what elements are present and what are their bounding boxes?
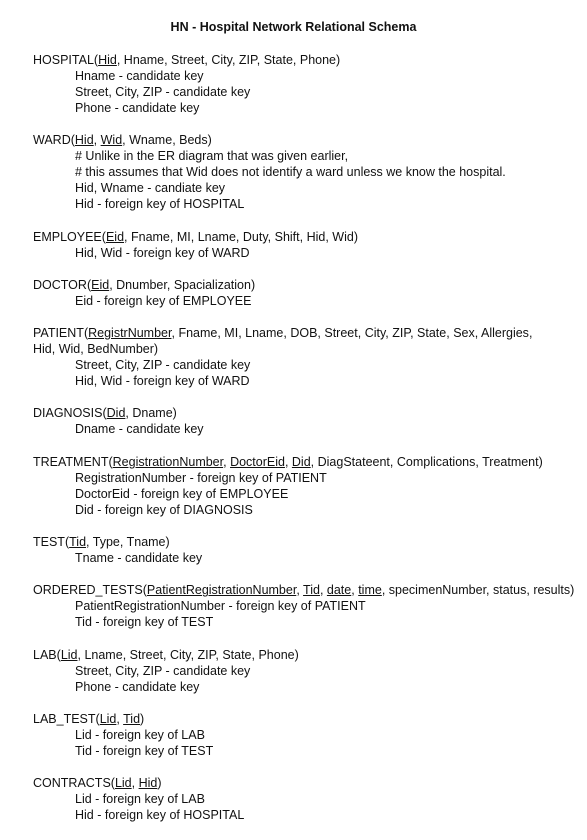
attribute: ZIP	[392, 326, 411, 341]
relation-name: LAB_TEST	[33, 711, 96, 726]
table-block-doctor	[33, 277, 558, 309]
attribute: DiagStateent	[317, 454, 390, 469]
attribute: results	[533, 583, 571, 598]
constraint-note: # this assumes that Wid does not identify a ward unless we know the hospital.	[75, 165, 506, 180]
primary-key-attribute: PatientRegistrationNumber	[146, 583, 297, 598]
constraint-note: Phone - candidate key	[75, 679, 200, 694]
table-block-lab	[33, 647, 558, 695]
attribute: BedNumber	[87, 342, 154, 357]
attribute: Wid	[332, 229, 354, 244]
attribute: Lname	[197, 229, 236, 244]
relation-name: PATIENT	[33, 326, 84, 341]
primary-key-attribute: RegistrNumber	[88, 326, 172, 341]
table-block-patient	[33, 325, 558, 389]
attribute: Phone	[299, 53, 337, 67]
relation-name: EMPLOYEE	[33, 229, 102, 244]
relation-definition: TEST(Tid, Type, Tname)	[33, 535, 170, 550]
attribute: City	[169, 647, 191, 662]
relation-definition: CONTRACTS(Lid, Hid)	[33, 776, 162, 791]
primary-key-attribute: Did	[291, 454, 311, 469]
table-block-treatment	[33, 454, 558, 518]
attribute: Allergies	[481, 326, 529, 341]
attribute: Beds	[179, 133, 208, 148]
constraint-note: DoctorEid - foreign key of EMPLOYEE	[75, 486, 289, 501]
primary-key-attribute: Hid	[138, 776, 158, 791]
relation-definition: HOSPITAL(Hid, Hname, Street, City, ZIP, State, Phone)	[33, 53, 341, 67]
table-block-lab-test	[33, 711, 558, 759]
attribute: State	[263, 53, 293, 67]
constraint-note: Tname - candidate key	[75, 551, 203, 566]
relation-name: DOCTOR	[33, 277, 87, 292]
primary-key-attribute: Lid	[99, 711, 117, 726]
relation-name: CONTRACTS	[33, 776, 111, 791]
relation-name: WARD	[33, 133, 71, 148]
relation-definition: DOCTOR(Eid, Dnumber, Spacialization)	[33, 277, 256, 292]
attribute: Dname	[132, 406, 173, 421]
attribute: State	[417, 326, 447, 341]
relation-name: TREATMENT	[33, 454, 109, 469]
constraint-note: Hname - candidate key	[75, 69, 204, 83]
attribute: State	[222, 647, 252, 662]
constraint-note: Hid - foreign key of HOSPITAL	[75, 808, 245, 823]
constraint-note: Street, City, ZIP - candidate key	[75, 663, 251, 678]
attribute: Lname	[245, 326, 284, 341]
table-block-employee	[33, 229, 558, 261]
schema-list	[33, 52, 575, 840]
relation-name: HOSPITAL	[33, 53, 94, 67]
constraint-note: Hid, Wid - foreign key of WARD	[75, 245, 250, 260]
page-title: HN - Hospital Network Relational Schema	[170, 20, 417, 34]
attribute: MI	[224, 326, 239, 341]
attribute: Dnumber	[116, 277, 167, 292]
attribute: specimenNumber	[388, 583, 487, 598]
attribute: Hname	[123, 53, 165, 67]
attribute: Sex	[453, 326, 475, 341]
primary-key-attribute: Hid	[74, 133, 94, 148]
attribute: status	[493, 583, 527, 598]
attribute: Tname	[126, 535, 166, 550]
constraint-note: Street, City, ZIP - candidate key	[75, 358, 251, 373]
attribute: Duty	[242, 229, 268, 244]
constraint-note: Lid - foreign key of LAB	[75, 792, 205, 807]
attribute: MI	[176, 229, 191, 244]
constraint-note: PatientRegistrationNumber - foreign key of PATIENT	[75, 599, 366, 614]
relation-definition: PATIENT(RegistrNumber, Fname, MI, Lname, DOB, Street, City, ZIP, State, Sex, Allergies, Hid, Wid, BedNumber)	[33, 326, 533, 357]
attribute: Fname	[178, 326, 218, 341]
primary-key-attribute: RegistrationNumber	[112, 454, 224, 469]
primary-key-attribute: Lid	[114, 776, 132, 791]
attribute: Hid	[306, 229, 326, 244]
primary-key-attribute: date	[326, 583, 352, 598]
primary-key-attribute: Tid	[303, 583, 320, 598]
relation-name: LAB	[33, 647, 57, 662]
attribute: Shift	[274, 229, 300, 244]
relation-definition: TREATMENT(RegistrationNumber, DoctorEid, Did, DiagStateent, Complications, Treatment)	[33, 454, 543, 469]
attribute: Street	[129, 647, 163, 662]
attribute: Wname	[129, 133, 173, 148]
table-block-ordered-tests	[33, 582, 575, 630]
constraint-note: Tid - foreign key of TEST	[75, 743, 214, 758]
relation-definition: EMPLOYEE(Eid, Fname, MI, Lname, Duty, Shift, Hid, Wid)	[33, 229, 358, 244]
primary-key-attribute: Hid	[98, 53, 117, 67]
constraint-note: # Unlike in the ER diagram that was given earlier,	[75, 149, 349, 164]
constraint-note: Hid - foreign key of HOSPITAL	[75, 197, 245, 212]
attribute: Spacialization	[173, 277, 251, 292]
primary-key-attribute: Tid	[123, 711, 141, 726]
relation-definition: DIAGNOSIS(Did, Dname)	[33, 406, 177, 421]
constraint-note: Hid, Wid - foreign key of WARD	[75, 374, 250, 389]
relation-name: DIAGNOSIS	[33, 406, 103, 421]
attribute: City	[364, 326, 386, 341]
constraint-note: Hid, Wname - candiate key	[75, 181, 226, 196]
constraint-note: Phone - candidate key	[75, 101, 200, 115]
table-block-diagnosis	[33, 405, 558, 437]
relation-definition: LAB_TEST(Lid, Tid)	[33, 711, 145, 726]
primary-key-attribute: Tid	[69, 535, 87, 550]
attribute: Type	[92, 535, 120, 550]
attribute: Street	[324, 326, 358, 341]
primary-key-attribute: Wid	[100, 133, 123, 148]
constraint-note: Dname - candidate key	[75, 422, 204, 437]
primary-key-attribute: time	[358, 583, 382, 598]
attribute: Fname	[130, 229, 170, 244]
attribute: ZIP	[238, 53, 257, 67]
attribute: Hid	[33, 342, 52, 357]
relation-definition: LAB(Lid, Lname, Street, City, ZIP, State, Phone)	[33, 647, 299, 662]
constraint-note: Eid - foreign key of EMPLOYEE	[75, 293, 252, 308]
attribute: City	[211, 53, 232, 67]
relation-name: ORDERED_TESTS	[33, 583, 143, 598]
table-block-test	[33, 534, 558, 566]
relation-definition: ORDERED_TESTS(PatientRegistrationNumber, Tid, date, time, specimenNumber, status, results)	[33, 583, 575, 598]
constraint-note: RegistrationNumber - foreign key of PATIENT	[75, 470, 327, 485]
constraint-note: Lid - foreign key of LAB	[75, 727, 205, 742]
primary-key-attribute: Eid	[105, 229, 125, 244]
constraint-note: Tid - foreign key of TEST	[75, 615, 214, 630]
constraint-note: Street, City, ZIP - candidate key	[75, 85, 251, 99]
attribute: ZIP	[197, 647, 216, 662]
primary-key-attribute: Eid	[91, 277, 110, 292]
attribute: Wid	[58, 342, 81, 357]
primary-key-attribute: Did	[106, 406, 126, 421]
attribute: DOB	[290, 326, 318, 341]
table-block-ward	[33, 132, 558, 212]
attribute: Phone	[258, 647, 295, 662]
table-block-hospital	[33, 52, 558, 116]
table-block-contracts	[33, 775, 558, 823]
relation-definition: WARD(Hid, Wid, Wname, Beds)	[33, 133, 212, 148]
primary-key-attribute: Lid	[60, 647, 78, 662]
primary-key-attribute: DoctorEid	[230, 454, 285, 469]
attribute: Street	[171, 53, 205, 67]
attribute: Lname	[84, 647, 123, 662]
constraint-note: Did - foreign key of DIAGNOSIS	[75, 502, 253, 517]
attribute: Complications	[396, 454, 476, 469]
relation-name: TEST	[33, 535, 65, 550]
attribute: Treatment	[482, 454, 539, 469]
